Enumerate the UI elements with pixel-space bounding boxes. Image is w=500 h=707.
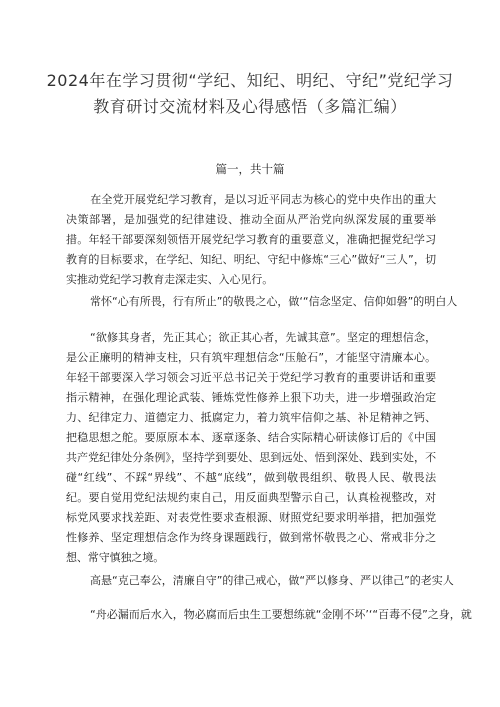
body-paragraph [66,190,436,290]
document-title: 2024年在学习贯彻“学纪、知纪、明纪、守纪”党纪学习教育研讨交流材料及心得感悟（多篇汇编） [46,71,454,116]
subheading-text: 高悬“克己奉公，清廉自守”的律己戒心，做“严以修身、严以律己”的老实人 [90,574,454,587]
body-paragraph [66,328,436,568]
paragraph-text: 在全党开展党纪学习教育，是以习近平同志为核心的党中央作出的重大决策部署，是加强党的纪律建设、推动全面从严治党向纵深发展的重要举措。年轻干部要深刻领悟开展党纪学习教育的重要意义，准确把握党纪学习教育的目标要求，在学纪、知纪、明纪、守纪中修炼“三心”做好“三人”，切实推动党纪学习教育走深走实、入心见行。 [66,193,436,286]
paragraph-text: “舟必漏而后水入，物必腐而后虫生工要想练就“金刚不坏’‘“百毒不侵”之身，就 [90,608,472,621]
paragraph-text: “欲修其身者，先正其心；欲正其心者，先诚其意”。坚定的理想信念，是公正廉明的精神支柱，只有筑牢理想信念“压舱石”，才能坚守清廉本心。年轻干部要深入学习领会习近平总书记关于党纪学习教育的重要讲话和重要指示精神，在强化理论武装、锤炼党性修养上狠下功夫，进一步增强政治定力、纪律定力、道德定力、抵腐定力，着力筑牢信仰之基、补足精神之钙、把稳思想之舵。要原原本本、逐章逐条、结合实际精心研读修订后的《中国共产党纪律处分条例》，坚持学到要处、思到远处、悟到深处、践到实处，不碰“红线”、不踩“界线”、不越“底线”，做到敬畏组织、敬畏人民、敬畏法纪。要自觉用党纪法规约束自己，用反面典型警示自己，认真检视整改，对标党风要求找差距、对表党性要求查根源、财照党纪要求明举措，把加强党性修养、坚定理想信念作为终身课题践行，做到常怀敬畏之心、常戒非分之想、常守慎独之境。 [66,331,436,564]
section-title: 篇一，共十篇 [215,162,285,176]
subheading [66,292,466,312]
body-paragraph-partial [66,605,472,625]
subheading [66,571,466,591]
subheading-text: 常怀“心有所畏，行有所止”的敬畏之心，做‘“信念坚定、信仰如磐”的明白人 [90,295,458,308]
